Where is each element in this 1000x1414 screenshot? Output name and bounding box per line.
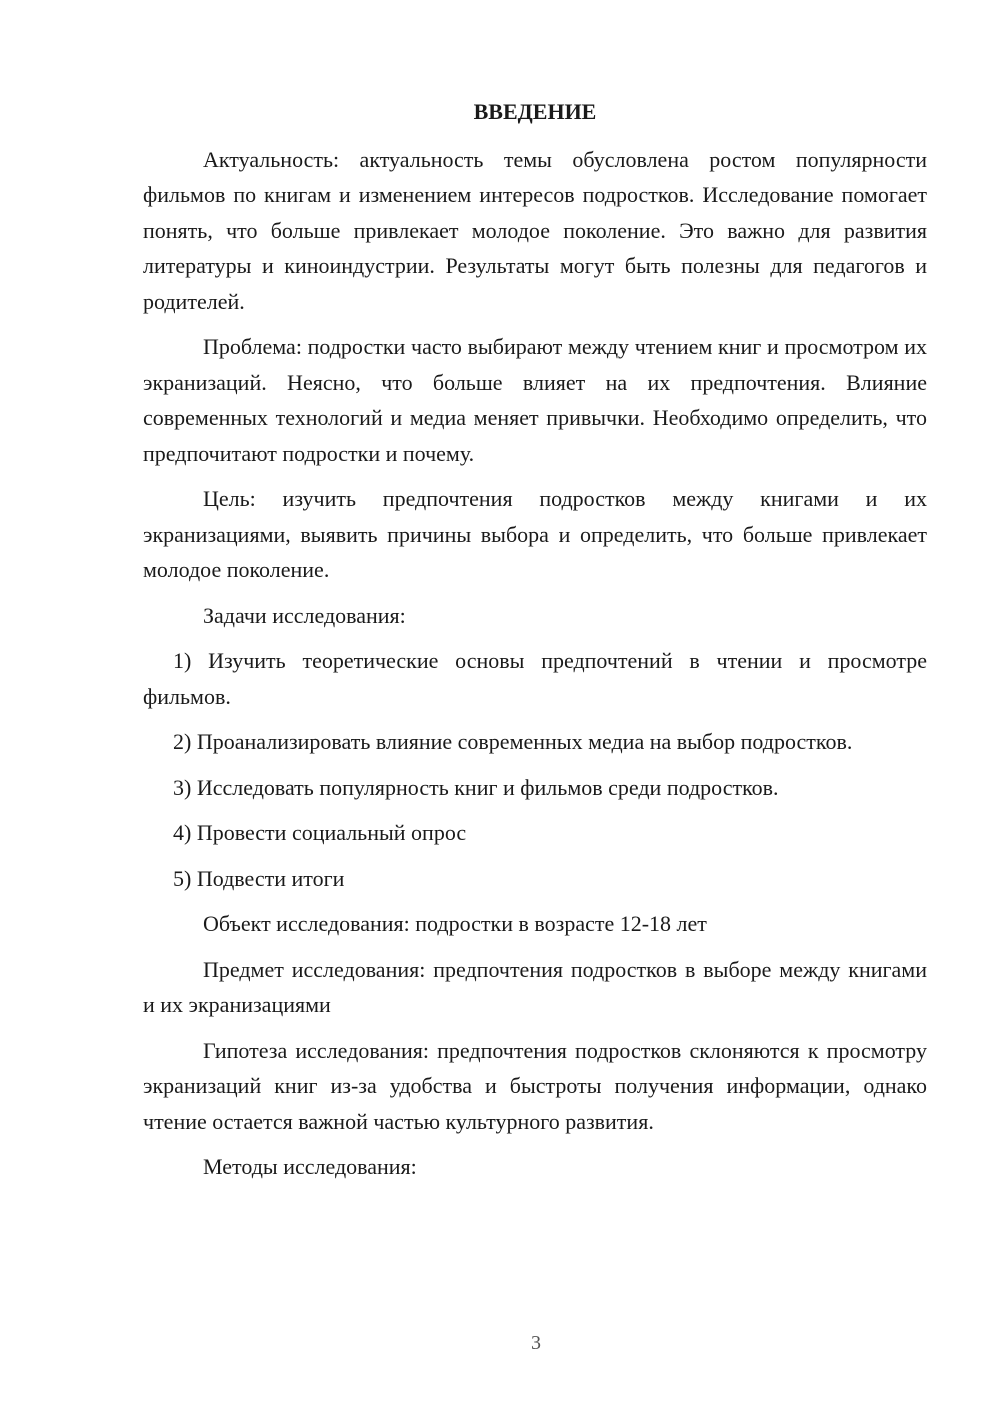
task-item-5: 5) Подвести итоги: [173, 865, 345, 891]
task-item-4: 4) Провести социальный опрос: [173, 820, 467, 845]
page-content: [143, 94, 927, 1195]
object-paragraph: Объект исследования: подростки в возрасте 12-18 лет: [203, 911, 707, 936]
methods-heading: Методы исследования:: [203, 1154, 417, 1179]
hypothesis-paragraph: Гипотеза исследования: предпочтения подростков склоняются к просмотру экранизаций книг из-за удобства и быстроты получения информации, однако чтение остается важной частью культурного развития.: [143, 1037, 927, 1134]
section-title: ВВЕДЕНИЕ: [473, 99, 597, 124]
relevance-paragraph: Актуальность: актуальность темы обусловлена ростом популярности фильмов по книгам и изменением интересов подростков. Исследование помогает понять, что больше привлекает молодое поколение. Это важно для развития литературы и киноиндустрии. Результаты могут быть полезны для педагогов и родителей.: [143, 146, 927, 314]
subject-paragraph: Предмет исследования: предпочтения подростков в выборе между книгами и их экранизациями: [143, 956, 927, 1017]
goal-paragraph: Цель: изучить предпочтения подростков между книгами и их экранизациями, выявить причины выбора и определить, что больше привлекает молодое поколение.: [143, 486, 927, 582]
task-item-1: 1) Изучить теоретические основы предпочтений в чтении и просмотре фильмов.: [143, 648, 927, 709]
page-number: 3: [531, 1332, 541, 1354]
task-item-2: 2) Проанализировать влияние современных медиа на выбор подростков.: [173, 729, 853, 754]
task-item-3: 3) Исследовать популярность книг и фильмов среди подростков.: [173, 774, 779, 800]
tasks-heading: Задачи исследования:: [203, 602, 406, 628]
problem-paragraph: Проблема: подростки часто выбирают между чтением книг и просмотром их экранизаций. Неясно, что больше влияет на их предпочтения. Влияние современных технологий и медиа меняет привычки. Необходимо определить, что предпочитают подростки и почему.: [143, 334, 927, 466]
